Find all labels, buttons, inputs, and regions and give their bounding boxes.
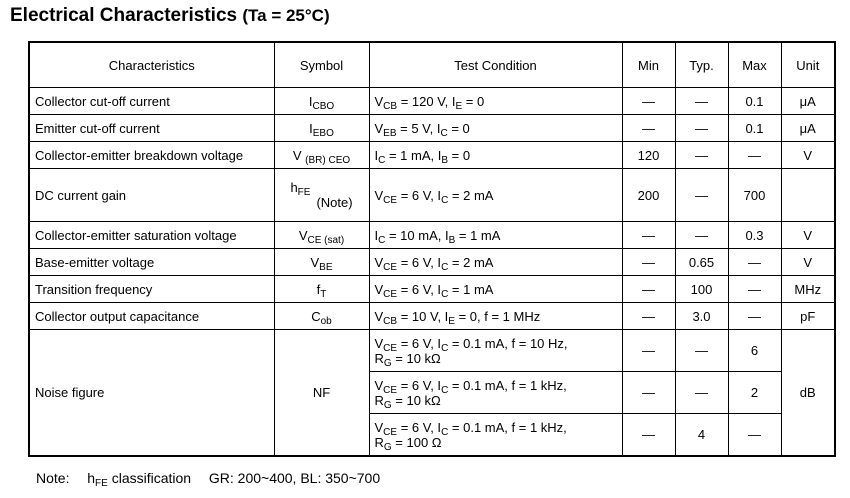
- cell-typ: —: [675, 142, 728, 169]
- header-test-condition: Test Condition: [369, 42, 622, 88]
- cell-characteristic: Base-emitter voltage: [29, 249, 274, 276]
- cell-characteristic: Noise figure: [29, 330, 274, 457]
- header-typ: Typ.: [675, 42, 728, 88]
- cell-symbol: V $_{(BR) CEO}$: [274, 142, 369, 169]
- cell-max: —: [728, 249, 781, 276]
- cell-characteristic: Transition frequency: [29, 276, 274, 303]
- cell-unit: V: [781, 142, 835, 169]
- cell-condition: $V_{CE} = 6$ V, $I_C = 0.1$ mA, f = 1 kHz, $R_G = 10$ kΩ: [369, 372, 622, 414]
- cell-unit: μA: [781, 88, 835, 115]
- cell-min: 200: [622, 169, 675, 222]
- cell-min: —: [622, 249, 675, 276]
- cell-condition: $I_C = 1$ mA, $I_B = 0$: [369, 142, 622, 169]
- cell-condition: $V_{CE} = 6$ V, $I_C = 0.1$ mA, f = 1 kHz, $R_G = 100$ Ω: [369, 414, 622, 457]
- cell-typ: 0.65: [675, 249, 728, 276]
- characteristics-table: [28, 41, 836, 457]
- cell-max: 0.1: [728, 88, 781, 115]
- symbol-note: (Note): [316, 195, 353, 210]
- cell-characteristic: Emitter cut-off current: [29, 115, 274, 142]
- cell-symbol: $I_{CBO}$: [274, 88, 369, 115]
- table-row: [29, 142, 835, 169]
- cell-symbol: $I_{EBO}$: [274, 115, 369, 142]
- cell-max: —: [728, 414, 781, 457]
- cell-min: —: [622, 276, 675, 303]
- cell-symbol: $h_{FE}$ (Note): [274, 169, 369, 222]
- cell-unit: MHz: [781, 276, 835, 303]
- cell-typ: —: [675, 169, 728, 222]
- cell-symbol: $V_{BE}$: [274, 249, 369, 276]
- cell-unit: μA: [781, 115, 835, 142]
- cell-min: —: [622, 88, 675, 115]
- note-text: classification: [111, 470, 192, 486]
- table-row: [29, 303, 835, 330]
- cell-symbol: $V_{CE (sat)}$: [274, 222, 369, 249]
- cell-condition: $V_{CB} = 10$ V, $I_E = 0$, f = 1 MHz: [369, 303, 622, 330]
- cell-max: 2: [728, 372, 781, 414]
- cell-typ: 100: [675, 276, 728, 303]
- cell-typ: —: [675, 222, 728, 249]
- cell-condition: $V_{CE} = 6$ V, $I_C = 1$ mA: [369, 276, 622, 303]
- cell-characteristic: Collector cut-off current: [29, 88, 274, 115]
- cell-max: 6: [728, 330, 781, 372]
- cell-max: —: [728, 142, 781, 169]
- cell-max: 700: [728, 169, 781, 222]
- cell-min: —: [622, 372, 675, 414]
- title-condition: (Ta = 25°C): [242, 6, 330, 25]
- table-row: [29, 88, 835, 115]
- cell-condition: $V_{CB} = 120$ V, $I_E = 0$: [369, 88, 622, 115]
- cell-min: 120: [622, 142, 675, 169]
- cell-unit: V: [781, 222, 835, 249]
- cell-characteristic: Collector-emitter saturation voltage: [29, 222, 274, 249]
- cell-characteristic: Collector output capacitance: [29, 303, 274, 330]
- title-main: Electrical Characteristics: [10, 5, 238, 26]
- table-row: [29, 249, 835, 276]
- cell-unit: [781, 169, 835, 222]
- header-unit: Unit: [781, 42, 835, 88]
- note-label: Note:: [36, 470, 70, 486]
- header-characteristics: Characteristics: [29, 42, 274, 88]
- cell-condition: $V_{CE} = 6$ V, $I_C = 2$ mA: [369, 169, 622, 222]
- cell-condition: $I_C = 10$ mA, $I_B = 1$ mA: [369, 222, 622, 249]
- footnote: [36, 470, 381, 489]
- cell-typ: —: [675, 330, 728, 372]
- table-row: [29, 330, 835, 372]
- cell-typ: —: [675, 88, 728, 115]
- cell-max: —: [728, 303, 781, 330]
- header-symbol: Symbol: [274, 42, 369, 88]
- cell-condition: $V_{CE} = 6$ V, $I_C = 0.1$ mA, f = 10 Hz, $R_G = 10$ kΩ: [369, 330, 622, 372]
- cell-typ: 3.0: [675, 303, 728, 330]
- note-values: GR: 200~400, BL: 350~700: [208, 470, 381, 486]
- cell-unit: V: [781, 249, 835, 276]
- cell-symbol: NF: [274, 330, 369, 457]
- page-title: [10, 5, 330, 27]
- header-min: Min: [622, 42, 675, 88]
- cell-typ: —: [675, 372, 728, 414]
- table-row: [29, 169, 835, 222]
- cell-characteristic: DC current gain: [29, 169, 274, 222]
- cell-characteristic: Collector-emitter breakdown voltage: [29, 142, 274, 169]
- cell-typ: —: [675, 115, 728, 142]
- cell-min: —: [622, 330, 675, 372]
- cell-condition: $V_{EB} = 5$ V, $I_C = 0$: [369, 115, 622, 142]
- cell-unit: pF: [781, 303, 835, 330]
- cell-min: —: [622, 115, 675, 142]
- cell-unit: dB: [781, 330, 835, 457]
- table-row: [29, 276, 835, 303]
- note-symbol: $h_{FE}$: [87, 470, 108, 489]
- cell-condition: $V_{CE} = 6$ V, $I_C = 2$ mA: [369, 249, 622, 276]
- cell-min: —: [622, 222, 675, 249]
- table-row: [29, 115, 835, 142]
- cell-max: 0.1: [728, 115, 781, 142]
- cell-symbol: $C_{ob}$: [274, 303, 369, 330]
- table-header-row: [29, 42, 835, 88]
- cell-min: —: [622, 414, 675, 457]
- header-max: Max: [728, 42, 781, 88]
- table-row: [29, 222, 835, 249]
- cell-max: —: [728, 276, 781, 303]
- cell-typ: 4: [675, 414, 728, 457]
- cell-symbol: $f_T$: [274, 276, 369, 303]
- cell-max: 0.3: [728, 222, 781, 249]
- cell-min: —: [622, 303, 675, 330]
